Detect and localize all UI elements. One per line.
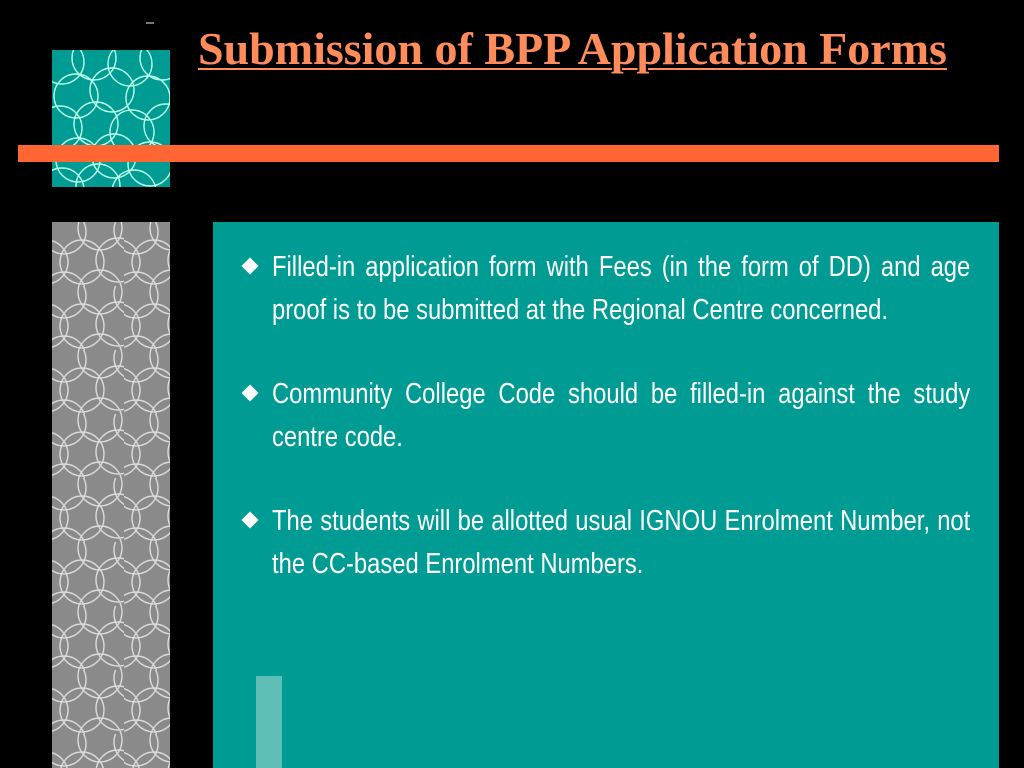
diamond-bullet-icon [242, 258, 259, 275]
decorative-circle-pattern-teal [52, 50, 170, 187]
title-divider [18, 145, 999, 162]
decorative-circle-pattern-gray [52, 222, 170, 768]
circle-pattern-icon [52, 222, 170, 768]
bullet-list [235, 246, 970, 627]
list-item [235, 373, 970, 459]
circle-pattern-icon [52, 50, 170, 187]
content-panel [213, 222, 999, 768]
bullet-text: Community College Code should be filled-in against the study centre code. [272, 378, 971, 453]
bullet-text: Filled-in application form with Fees (in the form of DD) and age proof is to be submitted at the Regional Centre concerned. [272, 251, 971, 326]
list-item [235, 500, 970, 586]
decorative-accent-bar [256, 676, 282, 768]
list-item [235, 246, 970, 332]
slide-title: Submission of BPP Application Forms [198, 23, 947, 74]
diamond-bullet-icon [242, 385, 259, 402]
bullet-text: The students will be allotted usual IGNOU Enrolment Number, not the CC-based Enrolment Numbers. [272, 505, 971, 580]
decorative-tick [146, 22, 154, 24]
diamond-bullet-icon [242, 512, 259, 529]
